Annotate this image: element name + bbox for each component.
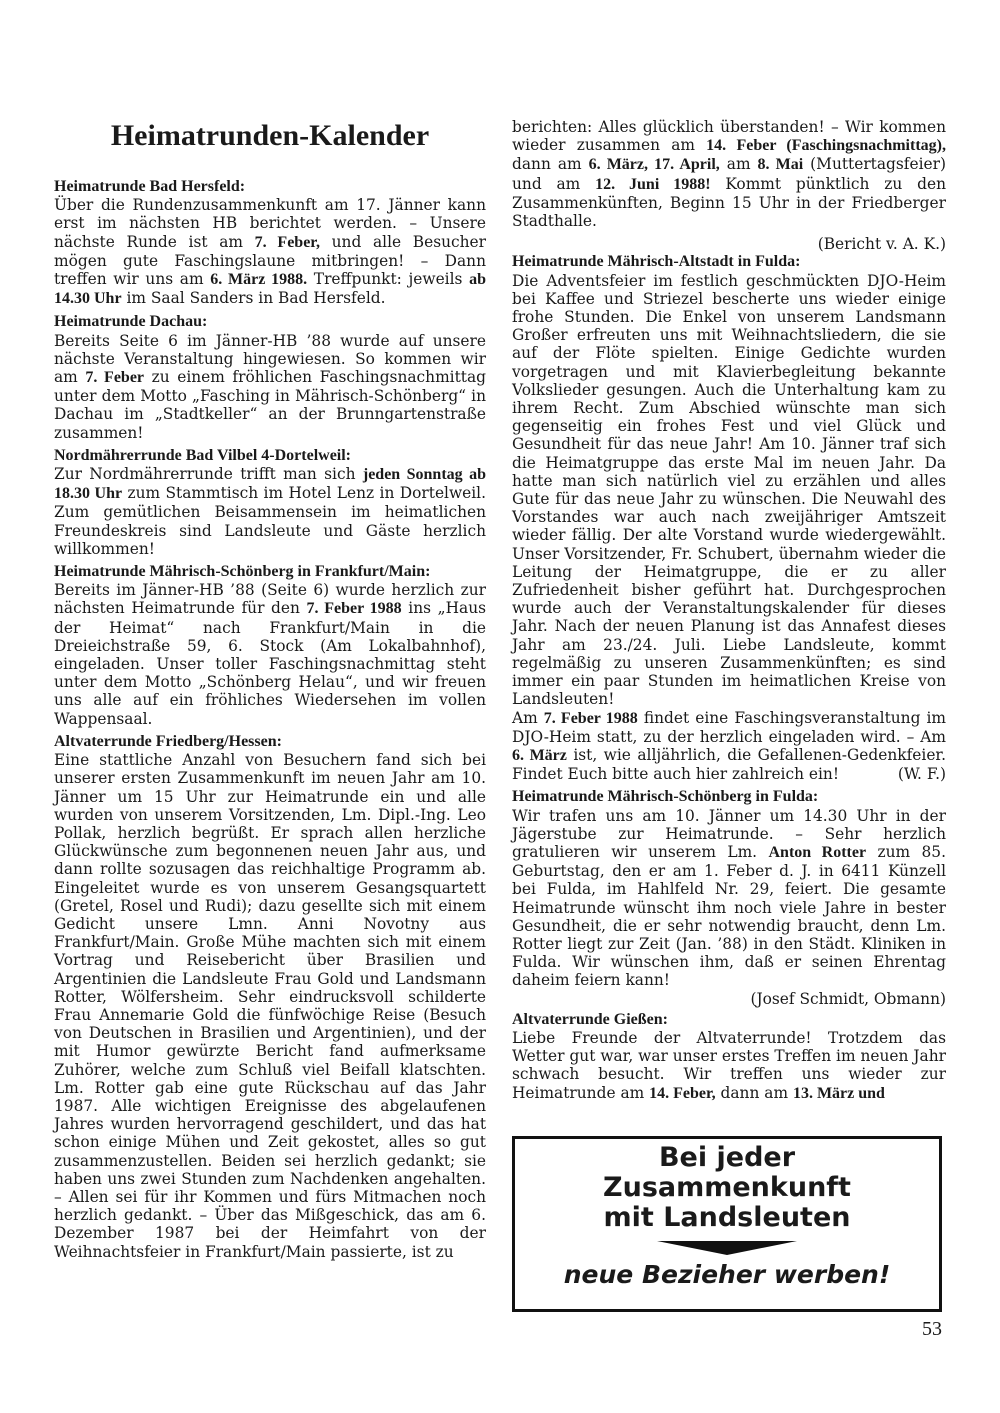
section-paragraph	[512, 709, 946, 784]
emphasized-text: jeden Sonntag ab 18.30 Uhr	[54, 466, 486, 503]
emphasized-text: 14. Feber,	[649, 1084, 716, 1102]
body-text: Bereits im Jänner-HB ’88 (Seite 6) wurde herzlich zur nächsten Heimatrunde für den	[54, 581, 486, 618]
body-text: im Saal Sanders in Bad Hersfeld.	[121, 289, 386, 308]
section	[54, 178, 486, 308]
body-text: ist, wie alljährlich, die Gefallenen-Gedenkfeier. Findet Euch bitte auch hier zahlreich ein!	[512, 745, 946, 784]
body-text: zu einem fröhlichen Faschingsnachmittag unter dem Motto „Fasching in Mährisch-Schönberg“ in Dachau im „Stadtkeller“ an der Brunngartenstraße zusammen!	[54, 368, 486, 442]
report-credit: (Bericht v. A. K.)	[817, 235, 946, 254]
section-heading: Heimatrunde Mährisch-Schönberg in Frankfurt/Main:	[54, 563, 431, 581]
emphasized-text: Anton Rotter	[768, 843, 867, 861]
section-paragraph	[54, 751, 486, 1261]
section-credit: (W. F.)	[897, 765, 946, 784]
emphasized-text: 6. März, 17. April,	[588, 156, 720, 174]
body-text: ins „Haus der Heimat“ nach Frankfurt/Main in die Dreieichstraße 59, 6. Stock (Am Lokalbahnhof), eingeladen. Unser toller Faschingsnachmittag steht unter dem Motto „Schönberg Helau“, und wir freuen uns alle auf ein fröhliches Wiedersehen im vollen Wappensaal.	[54, 599, 487, 728]
section-paragraph	[512, 1029, 946, 1103]
body-text: und alle Besucher mögen gute Faschingslaune mitbringen! – Dann treffen wir uns am	[54, 232, 486, 289]
ad-line-4: neue Bezieher werben!	[563, 1260, 891, 1289]
emphasized-text: 7. Feber 1988	[306, 600, 402, 618]
body-text: Treffpunkt: jeweils	[307, 270, 470, 289]
section	[54, 563, 486, 728]
section	[54, 733, 486, 1261]
body-text: Eine stattliche Anzahl von Besuchern fand sich bei unserer ersten Zusammenkunft im neuen Jahr am 10. Jänner um 15 Uhr zur Heimatrunde ein und alle wurden von unserem Vorsitzenden, Lm. Dipl.-Ing. Leo Pollak, herzlich begrüßt. Er sprach allen herzliche Glückwünsche zum begonnenen neuen Jahr aus, und dann rollte sozusagen das reichhaltige Programm ab. Eingeleitet wurde es von unserem Gesangsquartett (Gretel, Rosel und Rudi); dazu gesellte sich mit einem Gedicht unsere Lmn. Anni Novotny aus Frankfurt/Main. Große Mühe machten sich mit einem Vortrag und Reisebericht über Brasilien und Argentinien die Landsleute Frau Gold und Landsmann Rotter, Wölfersheim. Sehr eindrucksvoll schilderte Frau Annemarie Gold die fünfwöchige Reise (Besuch von Deutschen in Brasilien und Argentinien), und der mit Humor gewürzte Bericht fand aufmerksame Zuhörer, welche zum Schluß viel Beifall klatschten. Lm. Rotter gab eine gute Rückschau auf das Jahr 1987. Alle wichtigen Ereignisse des abgelaufenen Jahres wurden hervorragend geschildert, und das hat schon einige Mühen und Zeit gekostet, alles so gut zusammenzustellen. Beiden sei herzlich gedankt; sie haben uns zwei Stunden zum Nachdenken angehalten. – Allen sei für ihr Kommen und fürs Mitmachen noch herzlich gedankt. – Über das Mißgeschick, das am 6. Dezember 1987 bei der Heimfahrt von der Weihnachtsfeier in Frankfurt/Main passierte, ist zu	[54, 751, 486, 1261]
section	[54, 313, 486, 441]
section-paragraph	[54, 196, 486, 308]
body-text: Kommt pünktlich zu den Zusammenkünften, Beginn 15 Uhr in der Friedberger Stadthalle.	[512, 174, 946, 231]
emphasized-text: ab 14.30 Uhr	[54, 271, 486, 308]
section-heading: Heimatrunde Dachau:	[54, 313, 208, 331]
page-number: 53	[922, 1318, 942, 1340]
emphasized-text: 6. März 1988.	[210, 271, 308, 289]
ad-line-2: Zusammenkunft	[603, 1172, 851, 1203]
right-column	[512, 118, 946, 1108]
section-heading: Heimatrunde Mährisch-Altstadt in Fulda:	[512, 253, 801, 271]
section-heading: Heimatrunde Mährisch-Schönberg in Fulda:	[512, 788, 819, 806]
emphasized-text: 6. März	[512, 746, 567, 764]
section-heading: Heimatrunde Bad Hersfeld:	[54, 178, 246, 195]
ad-line-3: mit Landsleuten	[603, 1202, 851, 1233]
section-heading: Nordmährerrunde Bad Vilbel 4-Dortelweil:	[54, 446, 352, 464]
section-heading: Altvaterrunde Friedberg/Hessen:	[54, 732, 282, 750]
arrow-down-icon	[657, 1241, 797, 1255]
body-text: dann am	[512, 155, 589, 174]
body-text: zum Stammtisch im Hotel Lenz in Dortelweil. Zum gemütlichen Beisammensein im heimatlichen Freundeskreis sind Landsleute und Gäste herzlich willkommen!	[54, 484, 486, 558]
emphasized-text: 7. Feber,	[254, 233, 320, 251]
body-text: berichten: Alles glücklich überstanden! – Wir kommen wieder zusammen am	[512, 118, 946, 155]
body-text: findet eine Faschingsveranstaltung im DJO-Heim statt, zu der herzlich eingeladen wird. – Am	[512, 708, 946, 746]
section-paragraph	[54, 332, 486, 442]
continued-report	[512, 118, 946, 253]
body-text: Über die Rundenzusammenkunft am 17. Jänner kann erst im nächsten HB berichtet werden. – Unsere nächste Runde ist am	[54, 196, 486, 251]
body-text: Am	[512, 708, 544, 727]
left-sections	[54, 178, 486, 1261]
section	[54, 447, 486, 558]
page-title: Heimatrunden-Kalender	[110, 119, 430, 152]
body-text: Zur Nordmährerrunde trifft man sich	[54, 465, 363, 484]
body-text: Liebe Freunde der Altvaterrunde! Trotzdem das Wetter gut war, war unser erstes Treffen im neuen Jahr schwach besucht. Wir treffen uns wieder zur Heimatrunde am	[512, 1028, 946, 1102]
left-column	[54, 118, 486, 1266]
body-text: am	[719, 155, 758, 174]
emphasized-text: 12. Juni 1988!	[595, 175, 711, 193]
body-text: dann am	[715, 1083, 793, 1102]
body-text: zum 85. Geburtstag, den er am 1. Feber d. J. in 6411 Künzell bei Fulda, im Hahlfeld Nr. 29, feiert. Die gesamte Heimatrunde wünscht ihm noch viele Jahre in bester Gesundheit, die er sehr notwendig braucht, denn Lm. Rotter liegt zur Zeit (Jan. ’88) in den Städt. Kliniken in Fulda. Wir wünschen ihm, daß er seinen Ehrentag daheim feiern kann!	[512, 842, 946, 990]
section-paragraph	[54, 465, 486, 558]
body-text: Wir trafen uns am 10. Jänner um 14.30 Uhr in der Jägerstube zur Heimatrunde. – Sehr herzlich gratulieren wir unserem Lm.	[512, 806, 946, 861]
advertisement-box	[512, 1136, 942, 1312]
section-credit: (Josef Schmidt, Obmann)	[750, 989, 946, 1008]
section-heading: Altvaterrunde Gießen:	[512, 1010, 668, 1028]
emphasized-text: 13. März und	[792, 1084, 885, 1102]
ad-line-1: Bei jeder	[658, 1142, 796, 1173]
section-paragraph	[54, 581, 486, 728]
body-text: Bereits Seite 6 im Jänner-HB ’88 wurde auf unsere nächste Veranstaltung hingewiesen. So kommen wir am	[54, 331, 486, 387]
body-text: (Muttertagsfeier) und am	[512, 155, 946, 193]
right-sections	[512, 253, 946, 1102]
emphasized-text: 14. Feber (Faschingsnachmittag),	[706, 137, 946, 155]
section	[512, 253, 946, 783]
emphasized-text: 8. Mai	[757, 156, 804, 174]
emphasized-text: 7. Feber	[85, 369, 145, 387]
section-paragraph	[512, 272, 946, 709]
continued-paragraph	[512, 118, 946, 230]
section	[512, 788, 946, 1007]
section	[512, 1011, 946, 1103]
body-text: Die Adventsfeier im festlich geschmückten DJO-Heim bei Kaffee und Striezel bescherte uns wieder einige frohe Stunden. Die Enkel von unserem Landsmann Großer erfreuten uns mit Weihnachtsliedern, die sie auf der Flöte spielten. Einige Gedichte wurden vorgetragen und mit Klavierbegleitung bekannte Volkslieder gesungen. Auch die Unterhaltung kam zu ihrem Recht. Zum Abschied wünschte man sich gegenseitig ein frohes Fest und viel Glück und Gesundheit für das neue Jahr! Am 10. Jänner traf sich die Heimatgruppe das erste Mal im neuen Jahr. Da hatte man sich natürlich viel zu erzählen und alles Gute für das neue Jahr zu wünschen. Die Neuwahl des Vorstandes war auch nach zweijähriger Amtszeit wieder fällig. Der alte Vorstand wurde wiedergewählt. Unser Vorsitzender, Fr. Schubert, übernahm wieder die Leitung der Heimatgruppe, die er zu aller Zufriedenheit bisher geführt hat. Durchgesprochen wurde auch der Veranstaltungskalender für dieses Jahr. Nach der neuen Planung ist das Annafest dieses Jahr am 23./24. Juli. Liebe Landsleute, kommt regelmäßig zu unseren Zusammenkünften; es sind immer ein paar Stunden im heimatlichen Kreise von Landsleuten!	[512, 271, 946, 709]
emphasized-text: 7. Feber 1988	[543, 709, 638, 727]
section-paragraph	[512, 807, 946, 990]
